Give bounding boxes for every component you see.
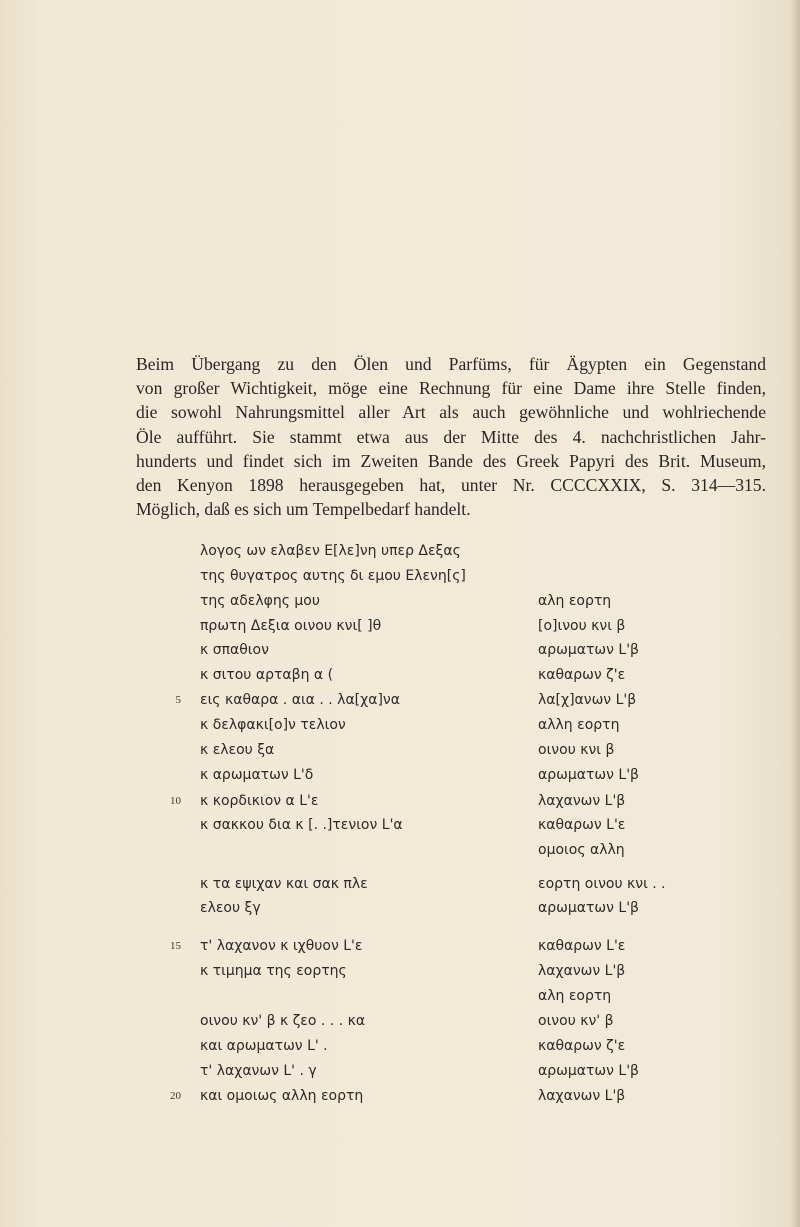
greek-line: αρωματων L'β [538,1063,639,1079]
greek-line: κ ελεου ξα [200,742,275,758]
greek-line: και αρωματων L' . [200,1038,328,1054]
greek-line: ομοιος αλλη [538,842,625,858]
greek-line: αρωματων L'β [538,642,639,658]
greek-line: της θυγατρος αυτης δι εμου Ελενη[ς] [200,568,466,584]
greek-line: αρωματων L'β [538,767,639,783]
greek-line: κ σιτου αρταβη α ( [200,667,334,683]
greek-line: κ τα εψιχαν και σακ πλε [200,876,368,892]
greek-line: πρωτη Δεξια οινου κνι[ ]θ [200,618,382,634]
intro-line: den Kenyon 1898 herausgegeben hat, unter Nr. CCCCXXIX, S. 314—315. [136,475,766,496]
intro-line: hunderts und findet sich im Zweiten Bande des Greek Papyri des Brit. Museum, [136,450,766,471]
line-number: 10 [170,795,181,807]
greek-line: κ κορδικιον α L'ε [200,793,319,809]
greek-line: ελεου ξγ [200,900,261,916]
greek-line: λογος ων ελαβεν Ε[λε]νη υπερ Δεξας [200,543,461,559]
greek-line: κ σπαθιον [200,642,269,658]
intro-line: Möglich, daß es sich um Tempelbedarf handelt. [136,499,471,520]
intro-line: von großer Wichtigkeit, möge eine Rechnung für eine Dame ihre Stelle finden, [136,378,766,399]
line-number: 15 [170,940,181,952]
greek-line: λαχανων L'β [538,963,626,979]
greek-line: καθαρων L'ε [538,817,626,833]
greek-line: καθαρων ζ'ε [538,1038,626,1054]
greek-line: κ δελφακι[ο]ν τελιον [200,717,346,733]
greek-line: αλη εορτη [538,593,612,609]
greek-line: και ομοιως αλλη εορτη [200,1088,364,1104]
greek-line: λαχανων L'β [538,1088,626,1104]
greek-line: οινου κν' β [538,1013,614,1029]
greek-line: οινου κν' β κ ζεο . . . κα [200,1013,366,1029]
line-number: 5 [175,694,181,706]
greek-line: κ τιμημα της εορτης [200,963,347,979]
greek-line: εορτη οινου κνι . . [538,876,666,892]
intro-line: die sowohl Nahrungsmittel aller Art als auch gewöhnliche und wohlriechende [136,402,766,423]
book-gutter-shadow [790,0,800,1227]
greek-line: καθαρων L'ε [538,938,626,954]
greek-line: εις καθαρα . αια . . λα[χα]να [200,692,400,708]
greek-line: τ' λαχανον κ ιχθυον L'ε [200,938,363,954]
greek-line: της αδελφης μου [200,593,320,609]
greek-line: αρωματων L'β [538,900,639,916]
greek-line: [ο]ινου κνι β [538,618,626,634]
greek-line: κ αρωματων L'δ [200,767,314,783]
greek-line: αλη εορτη [538,988,612,1004]
greek-line: λαχανων L'β [538,793,626,809]
greek-line: αλλη εορτη [538,717,620,733]
greek-line: τ' λαχανων L' . γ [200,1063,317,1079]
greek-line: κ σακκου δια κ [. .]τενιον L'α [200,817,403,833]
intro-line: Öle aufführt. Sie stammt etwa aus der Mitte des 4. nachchristlichen Jahr- [136,426,766,447]
intro-paragraph [136,352,766,521]
intro-line: Beim Übergang zu den Ölen und Parfüms, für Ägypten ein Gegenstand [136,354,766,374]
greek-line: λα[χ]ανων L'β [538,692,637,708]
greek-line: οινου κνι β [538,742,615,758]
greek-line: καθαρων ζ'ε [538,667,626,683]
line-number: 20 [170,1090,181,1102]
